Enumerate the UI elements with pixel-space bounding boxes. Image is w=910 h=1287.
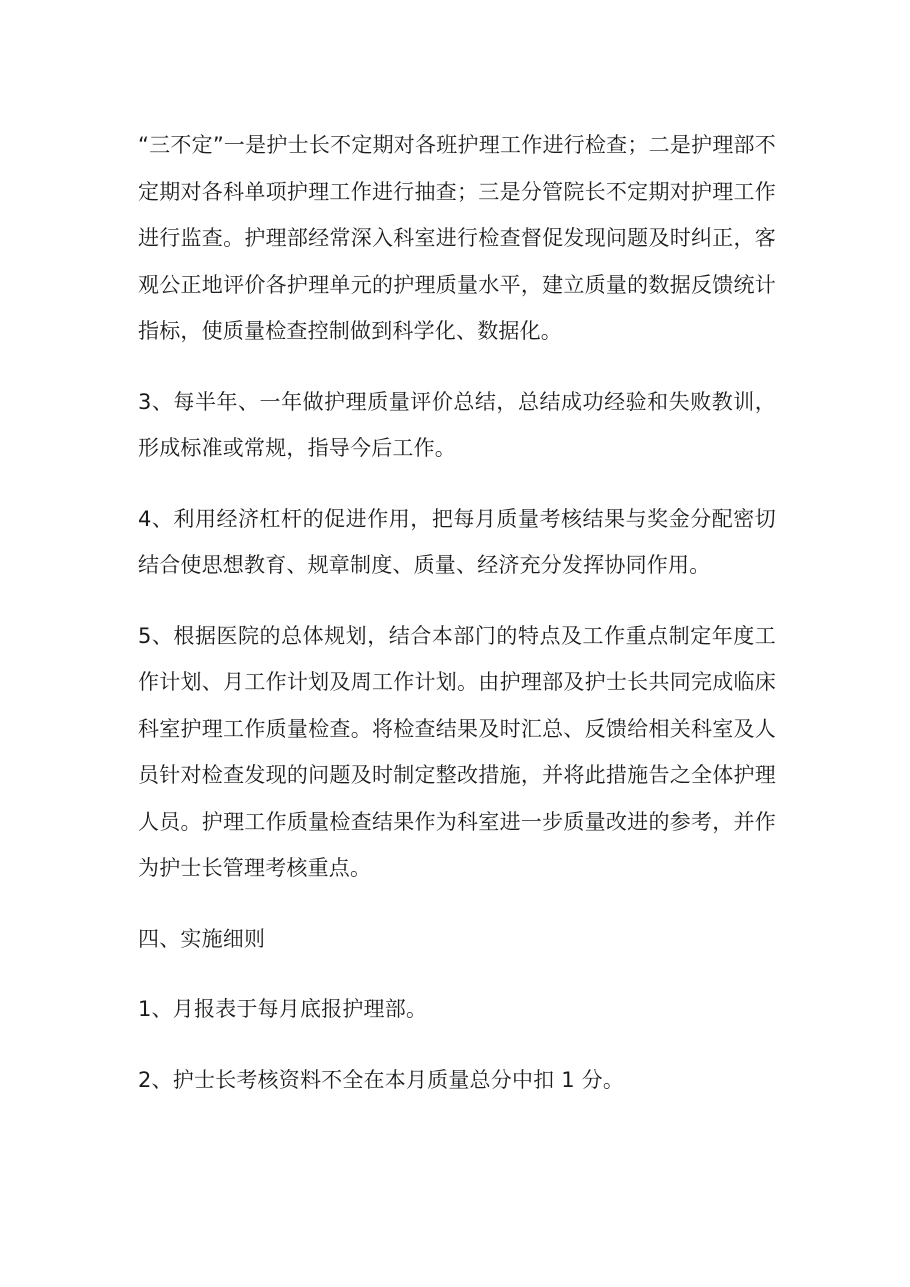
paragraph-item-3: 3、每半年、一年做护理质量评价总结，总结成功经验和失败教训，形成标准或常规，指导今后工作。: [138, 389, 776, 460]
paragraph-item-5: 5、根据医院的总体规划，结合本部门的特点及工作重点制定年度工作计划、月工作计划及周工作计划。由护理部及护士长共同完成临床科室护理工作质量检查。将检查结果及时汇总、反馈给相关科室及人员针对检查发现的问题及时制定整改措施，并将此措施告之全体护理人员。护理工作质量检查结果作为科室进一步质量改进的参考，并作为护士长管理考核重点。: [138, 623, 776, 880]
paragraph-three-no-fixed: “三不定”一是护士长不定期对各班护理工作进行检查；二是护理部不定期对各科单项护理工作进行抽查；三是分管院长不定期对护理工作进行监查。护理部经常深入科室进行检查督促发现问题及时纠正，客观公正地评价各护理单元的护理质量水平，建立质量的数据反馈统计指标，使质量检查控制做到科学化、数据化。: [138, 133, 776, 343]
rule-item-2: 2、护士长考核资料不全在本月质量总分中扣 1 分。: [138, 1067, 625, 1092]
section-heading-implementation: 四、实施细则: [138, 926, 266, 951]
rule-item-1: 1、月报表于每月底报护理部。: [138, 997, 428, 1021]
document-page: [138, 122, 776, 1103]
paragraph-item-4: 4、利用经济杠杆的促进作用，把每月质量考核结果与奖金分配密切结合使思想教育、规章制度、质量、经济充分发挥协同作用。: [138, 506, 776, 577]
